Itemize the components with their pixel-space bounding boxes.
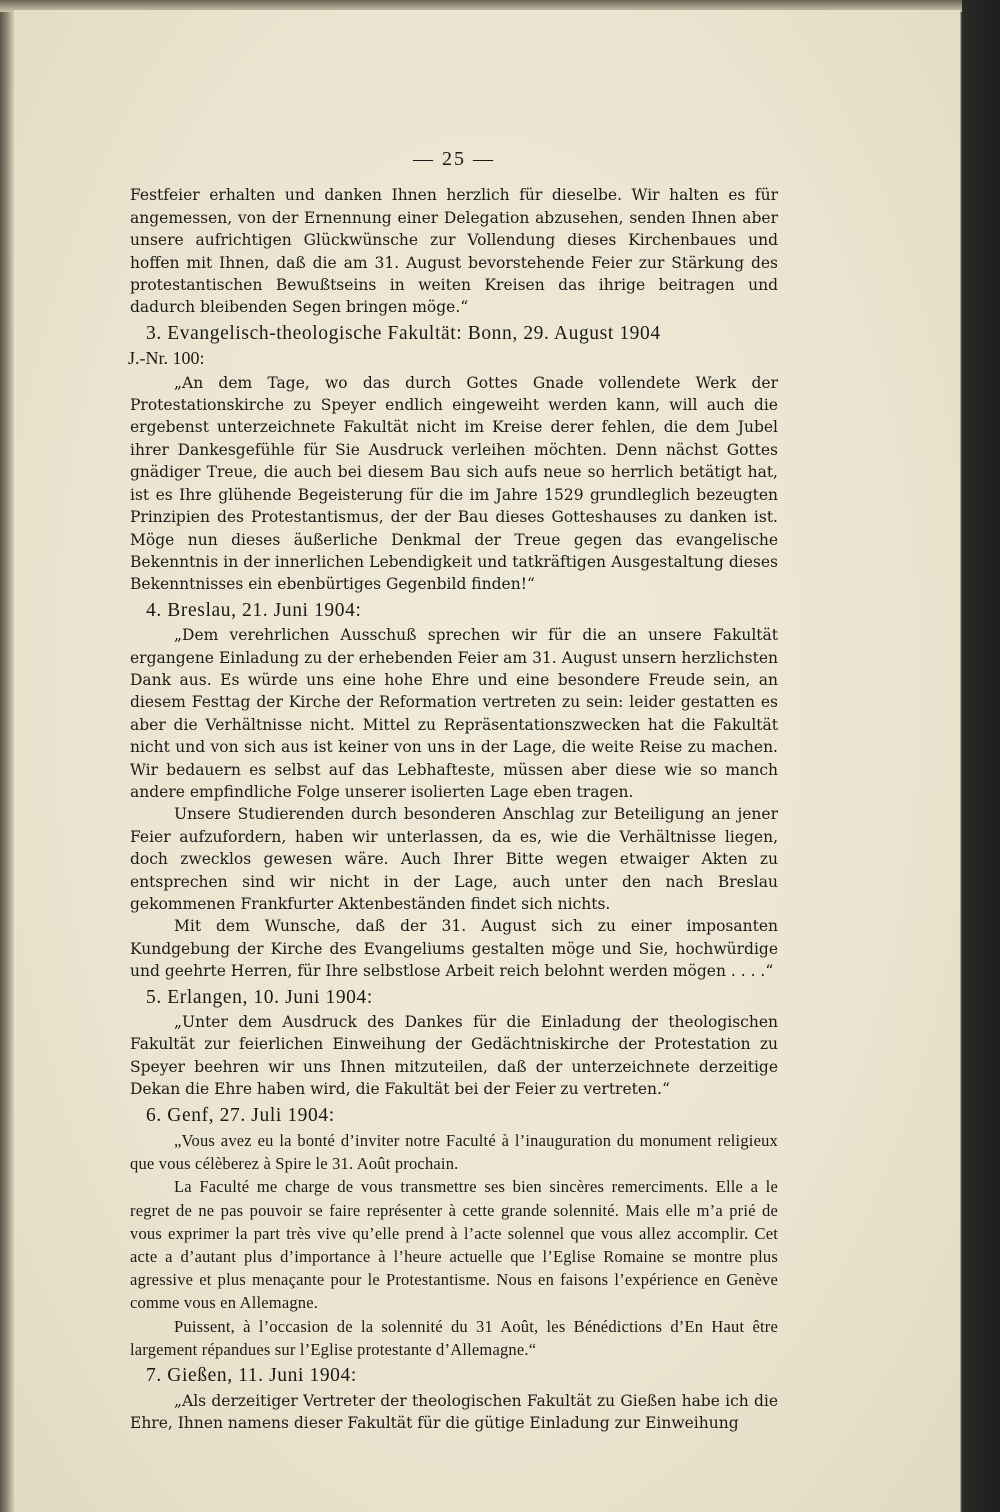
section-6-paragraph-1: „Vous avez eu la bonté d’inviter notre Faculté à l’inauguration du monument religieux que vous célèberez à Spire le 31. Août prochain. — [130, 1131, 778, 1174]
section-6-paragraph-3: Puissent, à l’occasion de la solennité du 31 Août, les Bénédictions d’En Haut être largement répandues sur l’Eglise protestante d’Allemagne.“ — [130, 1316, 778, 1359]
page-number: — 25 — — [413, 148, 495, 170]
section-4-paragraph-3: Mit dem Wunsche, daß der 31. August sich zu einer imposanten Kundgebung der Kirche des Evangeliums gestalten möge und Sie, hochwürdige und geehrte Herren, für Ihre selbstlose Arbeit reich belohnt werden mögen . . . .“ — [130, 917, 778, 981]
text-block — [130, 148, 778, 1434]
section-4-paragraph-1: „Dem verehrlichen Ausschuß sprechen wir für die an unsere Fakultät ergangene Einladung zu der erhebenden Feier am 31. August unsern herzlichsten Dank aus. Es würde uns eine hohe Ehre und eine besondere Freude sein, an diesem Festtag der Kirche der Reformation vertreten zu sein: leider gestatten es aber die Verhältnisse nicht. Mittel zu Repräsentationszwecken hat die Fakultät nicht und von sich aus ist keiner von uns in der Lage, die weite Reise zu machen. Wir bedauern es selbst auf das Lebhafteste, müssen aber diese wie so manch andere empfindliche Folge unserer isolierten Lage eben tragen. — [130, 626, 778, 801]
section-7-paragraph: „Als derzeitiger Vertreter der theologischen Fakultät zu Gießen habe ich die Ehre, Ihnen namens dieser Fakultät für die gütige Einladung zur Einweihung — [130, 1391, 778, 1432]
section-6-heading: 6. Genf, 27. Juli 1904: — [146, 1104, 335, 1126]
section-3-ref: J.-Nr. 100: — [128, 348, 205, 369]
section-4-paragraph-2: Unsere Studierenden durch besonderen Anschlag zur Beteiligung an jener Feier aufzufordern, haben wir unterlassen, da es, wie die Verhältnisse liegen, doch zwecklos gewesen wäre. Auch Ihrer Bitte wegen etwaiger Akten zu entsprechen sind wir nicht in der Lage, auch unter den nach Breslau gekommenen Frankfurter Aktenbeständen findet sich nichts. — [130, 805, 778, 913]
section-6-paragraph-2: La Faculté me charge de vous transmettre ses bien sincères remerciments. Elle a le regret de ne pas pouvoir se faire représenter à cette grande solennité. Mais elle m’a prié de vous exprimer la part très vive qu’elle prend à l’acte solennel que vous allez accomplir. Cet acte a d’autant plus d’importance à l’heure actuelle que l’Eglise Romaine se montre plus agressive et plus menaçante pour le Protestantisme. Nous en faisons l’expérience en Genève comme vous en Allemagne. — [130, 1177, 778, 1313]
section-5-heading: 5. Erlangen, 10. Juni 1904: — [146, 986, 373, 1008]
section-3-heading: 3. Evangelisch-theologische Fakultät: Bonn, 29. August 1904 — [146, 322, 661, 344]
section-5-paragraph: „Unter dem Ausdruck des Dankes für die Einladung der theologischen Fakultät zur feierlichen Einweihung der Gedächtniskirche der Protestation zu Speyer beehren wir uns Ihnen mitzuteilen, daß der unterzeichnete derzeitige Dekan die Ehre haben wird, die Fakultät bei der Feier zu vertreten.“ — [130, 1013, 778, 1099]
section-3-paragraph: „An dem Tage, wo das durch Gottes Gnade vollendete Werk der Protestationskirche zu Speyer endlich eingeweiht werden kann, will auch die ergebenst unterzeichnete Fakultät nicht im Kreise derer fehlen, die dem Jubel ihrer Dankesgefühle für Sie Ausdruck verleihen möchten. Denn nächst Gottes gnädiger Treue, die auch bei diesem Bau sich aufs neue so herrlich betätigt hat, ist es Ihre glühende Begeisterung für die im Jahre 1529 grundleglich bezeugten Prinzipien des Protestantismus, der der Bau dieses Gotteshauses zu danken ist. Möge nun dieses äußerliche Denkmal der Treue gegen das evangelische Bekenntnis in der innerlichen Lebendigkeit und tatkräftigen Ausgestaltung dieses Bekenntnisses ein ebenbürtiges Gegenbild finden!“ — [130, 373, 778, 594]
paragraph-top: Festfeier erhalten und danken Ihnen herzlich für dieselbe. Wir halten es für angemessen, von der Ernennung einer Delegation abzusehen, senden Ihnen aber unsere aufrichtigen Glückwünsche zur Vollendung dieses Kirchenbaues und hoffen mit Ihnen, daß die am 31. August bevorstehende Feier zur Stärkung des protestantischen Bewußtseins in weiten Kreisen das ihrige beitragen und dadurch bleibenden Segen bringen möge.“ — [130, 186, 778, 317]
section-7-heading: 7. Gießen, 11. Juni 1904: — [146, 1365, 357, 1387]
section-4-heading: 4. Breslau, 21. Juni 1904: — [146, 599, 362, 621]
